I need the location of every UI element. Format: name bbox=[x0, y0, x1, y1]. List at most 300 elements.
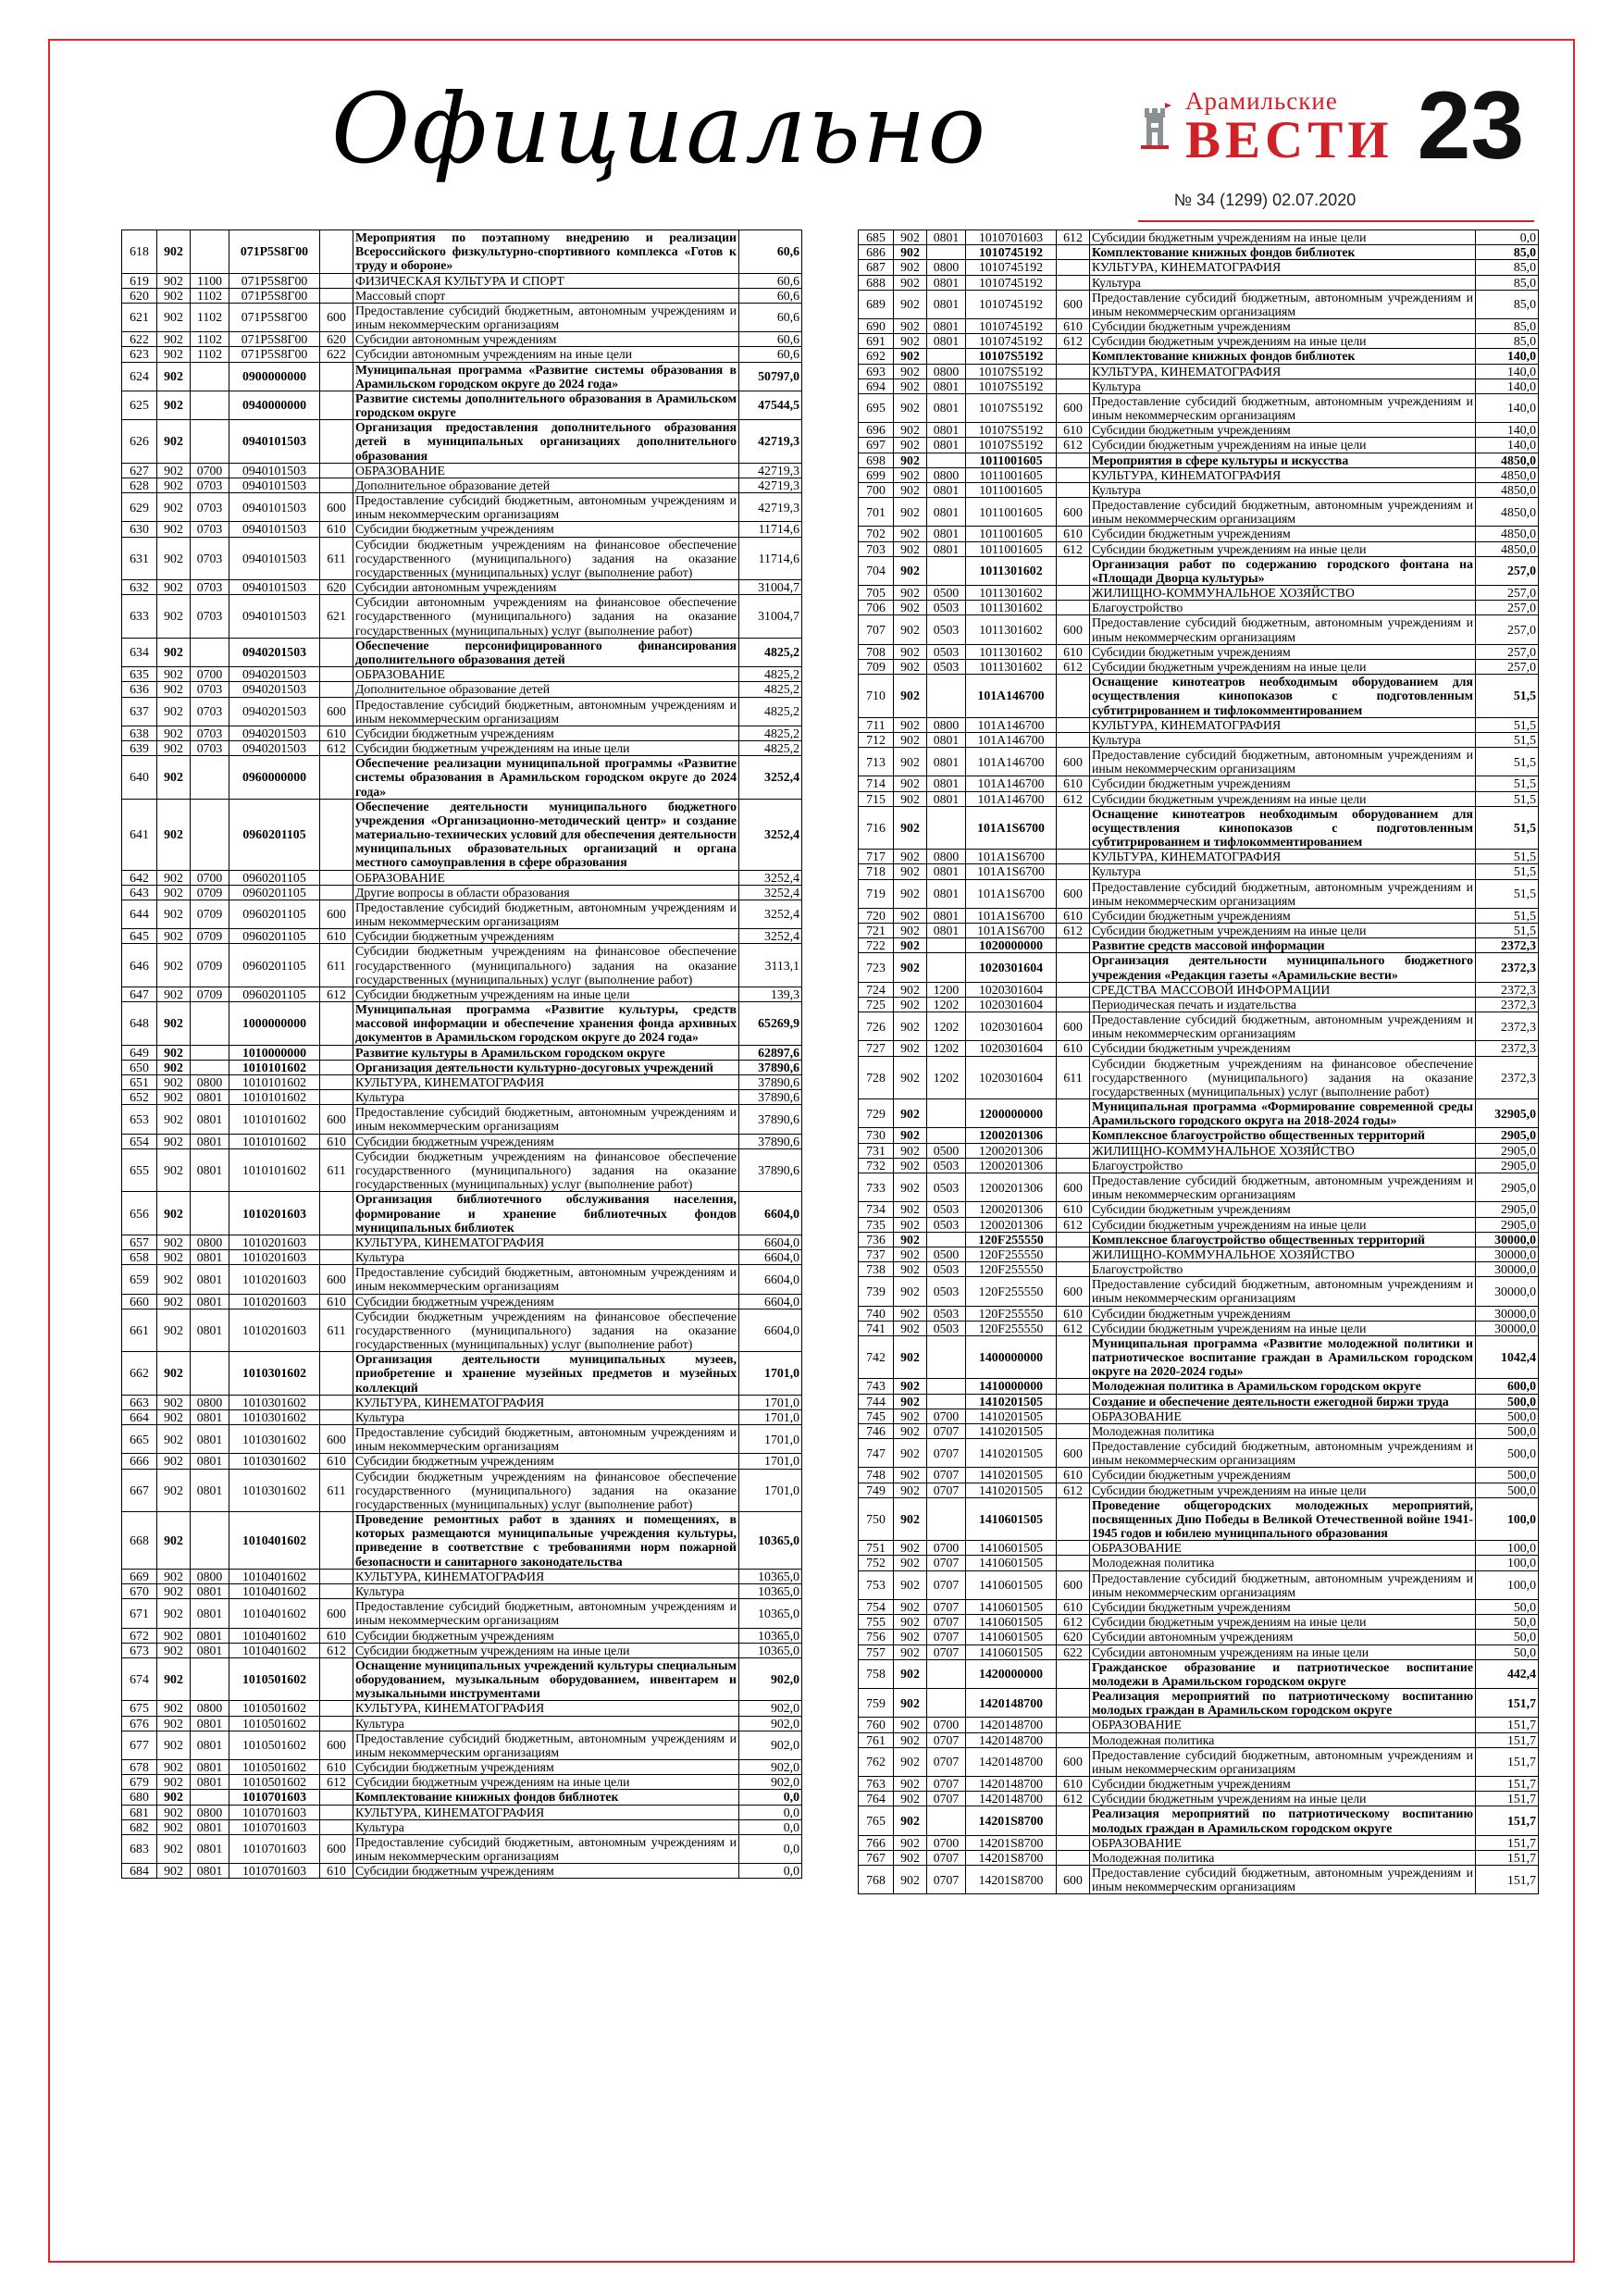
cell-num: 657 bbox=[122, 1235, 157, 1249]
cell-sect: 1202 bbox=[927, 1012, 966, 1041]
cell-target: 101А146700 bbox=[966, 732, 1057, 747]
cell-num: 659 bbox=[122, 1265, 157, 1294]
cell-target: 0940101503 bbox=[229, 595, 320, 639]
cell-etype: 610 bbox=[1057, 1777, 1090, 1792]
cell-name: Гражданское образование и патриотическое воспитание молодежи в Арамильском городском округе bbox=[1090, 1659, 1476, 1688]
cell-grbs: 902 bbox=[157, 1716, 191, 1731]
table-row bbox=[859, 290, 1539, 318]
cell-etype: 600 bbox=[1057, 1570, 1090, 1599]
cell-sum: 257,0 bbox=[1476, 601, 1539, 615]
cell-name: Периодическая печать и издательства bbox=[1090, 997, 1476, 1011]
cell-grbs: 902 bbox=[894, 319, 927, 334]
cell-target: 1200201306 bbox=[966, 1202, 1057, 1217]
cell-etype: 600 bbox=[320, 493, 353, 522]
cell-num: 736 bbox=[859, 1232, 894, 1247]
cell-sect bbox=[927, 953, 966, 982]
table-row bbox=[859, 1689, 1539, 1718]
cell-sum: 500,0 bbox=[1476, 1468, 1539, 1483]
cell-sect: 1200 bbox=[927, 982, 966, 997]
cell-target: 10107S5192 bbox=[966, 423, 1057, 438]
cell-sum: 3252,4 bbox=[739, 799, 802, 870]
cell-grbs: 902 bbox=[894, 791, 927, 806]
cell-sect: 0707 bbox=[927, 1866, 966, 1894]
cell-grbs: 902 bbox=[894, 1335, 927, 1379]
cell-sect: 0801 bbox=[927, 319, 966, 334]
cell-name: Культура bbox=[353, 1250, 739, 1265]
cell-num: 688 bbox=[859, 275, 894, 290]
cell-etype: 610 bbox=[320, 726, 353, 740]
cell-sum: 51,5 bbox=[1476, 732, 1539, 747]
cell-grbs: 902 bbox=[894, 1659, 927, 1688]
table-row bbox=[122, 1775, 802, 1790]
cell-name: Предоставление субсидий бюджетным, автономным учреждениям и иным некоммерческим организациям bbox=[353, 1425, 739, 1454]
cell-name: Комплектование книжных фондов библиотек bbox=[1090, 245, 1476, 260]
cell-name: Субсидии бюджетным учреждениям bbox=[353, 1294, 739, 1309]
cell-target: 1410601505 bbox=[966, 1615, 1057, 1630]
cell-name: Молодежная политика bbox=[1090, 1556, 1476, 1570]
cell-etype bbox=[1057, 1718, 1090, 1732]
cell-target: 1410601505 bbox=[966, 1599, 1057, 1614]
cell-name: Культура bbox=[353, 1090, 739, 1105]
cell-target: 1020301604 bbox=[966, 1012, 1057, 1041]
cell-grbs: 902 bbox=[894, 290, 927, 318]
cell-name: Субсидии бюджетным учреждениям bbox=[1090, 908, 1476, 923]
cell-grbs: 902 bbox=[157, 1834, 191, 1863]
cell-sect: 0700 bbox=[927, 1718, 966, 1732]
cell-sect: 0703 bbox=[191, 682, 229, 697]
cell-etype bbox=[320, 1512, 353, 1570]
cell-target: 1410601505 bbox=[966, 1541, 1057, 1556]
table-row bbox=[122, 1074, 802, 1089]
table-row bbox=[859, 364, 1539, 379]
cell-target: 071Р5S8Г00 bbox=[229, 332, 320, 347]
table-row bbox=[859, 1394, 1539, 1409]
cell-sum: 50,0 bbox=[1476, 1644, 1539, 1659]
cell-sect: 0801 bbox=[191, 1716, 229, 1731]
cell-name: Организация предоставления дополнительного образования детей в муниципальных организациях дополнительного образования bbox=[353, 420, 739, 464]
cell-grbs: 902 bbox=[894, 467, 927, 482]
cell-target: 1010745192 bbox=[966, 275, 1057, 290]
cell-grbs: 902 bbox=[894, 748, 927, 776]
cell-sum: 500,0 bbox=[1476, 1423, 1539, 1438]
cell-target: 120F255550 bbox=[966, 1321, 1057, 1335]
cell-target: 0940201503 bbox=[229, 638, 320, 666]
cell-num: 719 bbox=[859, 879, 894, 908]
cell-grbs: 902 bbox=[894, 732, 927, 747]
cell-grbs: 902 bbox=[894, 1439, 927, 1468]
cell-sum: 151,7 bbox=[1476, 1732, 1539, 1747]
cell-sect: 0801 bbox=[191, 1265, 229, 1294]
cell-target: 1011001605 bbox=[966, 541, 1057, 556]
cell-num: 734 bbox=[859, 1202, 894, 1217]
cell-num: 627 bbox=[122, 463, 157, 478]
cell-etype: 610 bbox=[1057, 527, 1090, 541]
cell-grbs: 902 bbox=[157, 900, 191, 928]
cell-sect bbox=[927, 675, 966, 718]
cell-etype: 612 bbox=[1057, 1217, 1090, 1232]
cell-target: 1011301602 bbox=[966, 556, 1057, 585]
table-row bbox=[859, 1306, 1539, 1321]
table-row bbox=[859, 908, 1539, 923]
cell-grbs: 902 bbox=[894, 1143, 927, 1158]
cell-grbs: 902 bbox=[894, 997, 927, 1011]
cell-grbs: 902 bbox=[157, 1731, 191, 1759]
cell-grbs: 902 bbox=[894, 1850, 927, 1865]
cell-etype: 612 bbox=[1057, 791, 1090, 806]
cell-grbs: 902 bbox=[894, 393, 927, 422]
cell-name: Культура bbox=[1090, 275, 1476, 290]
cell-etype bbox=[1057, 1335, 1090, 1379]
cell-name: Предоставление субсидий бюджетным, автономным учреждениям и иным некоммерческим организациям bbox=[1090, 498, 1476, 527]
cell-target: 1010101602 bbox=[229, 1148, 320, 1192]
cell-grbs: 902 bbox=[157, 929, 191, 944]
cell-target: 1010701603 bbox=[229, 1819, 320, 1834]
cell-grbs: 902 bbox=[894, 1379, 927, 1394]
cell-sum: 85,0 bbox=[1476, 334, 1539, 349]
cell-grbs: 902 bbox=[157, 1805, 191, 1819]
table-row bbox=[122, 463, 802, 478]
cell-sum: 0,0 bbox=[739, 1864, 802, 1879]
cell-etype bbox=[320, 870, 353, 885]
cell-name: Культура bbox=[353, 1819, 739, 1834]
cell-sum: 60,6 bbox=[739, 347, 802, 362]
cell-etype: 620 bbox=[320, 332, 353, 347]
cell-etype: 610 bbox=[1057, 1599, 1090, 1614]
cell-etype: 600 bbox=[1057, 1012, 1090, 1041]
cell-etype: 612 bbox=[1057, 541, 1090, 556]
cell-sum: 62897,6 bbox=[739, 1045, 802, 1060]
cell-sect bbox=[927, 1659, 966, 1688]
cell-target: 1011001605 bbox=[966, 527, 1057, 541]
cell-sum: 100,0 bbox=[1476, 1556, 1539, 1570]
cell-etype bbox=[1057, 1379, 1090, 1394]
cell-sum: 85,0 bbox=[1476, 290, 1539, 318]
cell-sect bbox=[191, 1002, 229, 1046]
cell-sum: 902,0 bbox=[739, 1760, 802, 1775]
cell-sum: 37890,6 bbox=[739, 1148, 802, 1192]
cell-sect: 0801 bbox=[191, 1250, 229, 1265]
table-row bbox=[122, 522, 802, 537]
cell-etype: 600 bbox=[320, 900, 353, 928]
cell-name: Организация деятельности культурно-досуговых учреждений bbox=[353, 1060, 739, 1074]
cell-grbs: 902 bbox=[157, 1294, 191, 1309]
cell-target: 1020301604 bbox=[966, 1056, 1057, 1099]
cell-num: 687 bbox=[859, 260, 894, 275]
cell-num: 686 bbox=[859, 245, 894, 260]
cell-etype: 612 bbox=[1057, 438, 1090, 453]
cell-target: 10107S5192 bbox=[966, 379, 1057, 393]
table-row bbox=[859, 379, 1539, 393]
cell-num: 733 bbox=[859, 1173, 894, 1202]
cell-num: 664 bbox=[122, 1409, 157, 1424]
cell-etype bbox=[320, 756, 353, 800]
cell-sum: 140,0 bbox=[1476, 349, 1539, 364]
table-row bbox=[122, 580, 802, 595]
cell-num: 635 bbox=[122, 667, 157, 682]
cell-sum: 51,5 bbox=[1476, 675, 1539, 718]
table-row bbox=[122, 1192, 802, 1235]
table-row bbox=[122, 1834, 802, 1863]
cell-sum: 1701,0 bbox=[739, 1395, 802, 1409]
cell-name: Молодежная политика в Арамильском городском округе bbox=[1090, 1379, 1476, 1394]
cell-etype: 612 bbox=[1057, 334, 1090, 349]
cell-etype bbox=[320, 1805, 353, 1819]
cell-num: 629 bbox=[122, 493, 157, 522]
cell-target: 1420148700 bbox=[966, 1747, 1057, 1776]
cell-sect: 0801 bbox=[191, 1469, 229, 1512]
cell-sum: 140,0 bbox=[1476, 379, 1539, 393]
cell-grbs: 902 bbox=[894, 1806, 927, 1835]
cell-target: 1010401602 bbox=[229, 1599, 320, 1628]
cell-name: Мероприятия по поэтапному внедрению и реализации Всероссийского физкультурно-спортивного комплекса «Готов к труду и обороне» bbox=[353, 230, 739, 274]
cell-name: Проведение ремонтных работ в зданиях и помещениях, в которых размещаются муниципальные учреждения культуры, приведение в соответствие с требованиями норм пожарной безопасности и санитарного законодательства bbox=[353, 1512, 739, 1570]
cell-grbs: 902 bbox=[157, 420, 191, 464]
cell-target: 0940201503 bbox=[229, 697, 320, 726]
cell-sect: 0801 bbox=[191, 1148, 229, 1192]
cell-num: 634 bbox=[122, 638, 157, 666]
cell-sum: 2372,3 bbox=[1476, 997, 1539, 1011]
cell-name: Субсидии автономным учреждениям на иные цели bbox=[1090, 1644, 1476, 1659]
cell-etype bbox=[320, 1045, 353, 1060]
cell-num: 682 bbox=[122, 1819, 157, 1834]
table-row bbox=[859, 1599, 1539, 1614]
cell-name: Субсидии бюджетным учреждениям bbox=[1090, 776, 1476, 791]
cell-target: 1010701603 bbox=[966, 230, 1057, 245]
cell-target: 0940101503 bbox=[229, 420, 320, 464]
cell-grbs: 902 bbox=[894, 1232, 927, 1247]
cell-grbs: 902 bbox=[894, 1718, 927, 1732]
cell-etype bbox=[1057, 982, 1090, 997]
table-row bbox=[859, 1379, 1539, 1394]
cell-num: 633 bbox=[122, 595, 157, 639]
cell-target: 1410601505 bbox=[966, 1497, 1057, 1541]
cell-sum: 257,0 bbox=[1476, 586, 1539, 601]
cell-target: 0960201105 bbox=[229, 929, 320, 944]
cell-name: Предоставление субсидий бюджетным, автономным учреждениям и иным некоммерческим организациям bbox=[353, 1599, 739, 1628]
cell-target: 1410601505 bbox=[966, 1570, 1057, 1599]
cell-sect bbox=[191, 1657, 229, 1701]
cell-grbs: 902 bbox=[894, 1541, 927, 1556]
cell-sect: 0703 bbox=[191, 493, 229, 522]
cell-grbs: 902 bbox=[157, 1134, 191, 1148]
cell-name: Организация работ по содержанию городского фонтана на «Площади Дворца культуры» bbox=[1090, 556, 1476, 585]
cell-etype: 610 bbox=[1057, 908, 1090, 923]
cell-sect: 0703 bbox=[191, 478, 229, 492]
cell-target: 1410201505 bbox=[966, 1394, 1057, 1409]
cell-num: 661 bbox=[122, 1309, 157, 1352]
cell-num: 759 bbox=[859, 1689, 894, 1718]
cell-sum: 500,0 bbox=[1476, 1439, 1539, 1468]
cell-num: 630 bbox=[122, 522, 157, 537]
table-row bbox=[859, 1012, 1539, 1041]
cell-target: 1010701603 bbox=[229, 1790, 320, 1805]
cell-etype bbox=[1057, 850, 1090, 864]
cell-num: 637 bbox=[122, 697, 157, 726]
cell-num: 662 bbox=[122, 1352, 157, 1396]
table-row bbox=[859, 453, 1539, 467]
cell-target: 1420148700 bbox=[966, 1792, 1057, 1806]
cell-etype: 600 bbox=[1057, 498, 1090, 527]
cell-grbs: 902 bbox=[157, 741, 191, 756]
cell-num: 685 bbox=[859, 230, 894, 245]
cell-sect: 0800 bbox=[927, 850, 966, 864]
cell-sum: 151,7 bbox=[1476, 1747, 1539, 1776]
table-row bbox=[122, 1134, 802, 1148]
cell-etype: 610 bbox=[1057, 1041, 1090, 1056]
cell-sect bbox=[191, 1512, 229, 1570]
cell-name: Комплексное благоустройство общественных территорий bbox=[1090, 1232, 1476, 1247]
cell-sum: 151,7 bbox=[1476, 1835, 1539, 1850]
cell-etype: 610 bbox=[1057, 644, 1090, 659]
cell-target: 0940101503 bbox=[229, 580, 320, 595]
cell-etype bbox=[320, 1701, 353, 1716]
cell-etype: 610 bbox=[1057, 1202, 1090, 1217]
cell-name: Субсидии бюджетным учреждениям bbox=[353, 1760, 739, 1775]
cell-target: 1010501602 bbox=[229, 1657, 320, 1701]
cell-grbs: 902 bbox=[157, 1512, 191, 1570]
cell-name: КУЛЬТУРА, КИНЕМАТОГРАФИЯ bbox=[353, 1235, 739, 1249]
cell-num: 717 bbox=[859, 850, 894, 864]
cell-name: Субсидии бюджетным учреждениям bbox=[1090, 1599, 1476, 1614]
cell-num: 658 bbox=[122, 1250, 157, 1265]
cell-sum: 37890,6 bbox=[739, 1134, 802, 1148]
cell-target: 1010401602 bbox=[229, 1583, 320, 1598]
table-row bbox=[859, 1041, 1539, 1056]
budget-table bbox=[121, 230, 1539, 1894]
cell-sect: 0709 bbox=[191, 900, 229, 928]
table-row bbox=[859, 1732, 1539, 1747]
cell-etype: 610 bbox=[320, 1134, 353, 1148]
cell-sect: 0707 bbox=[927, 1599, 966, 1614]
cell-etype bbox=[320, 288, 353, 303]
cell-sect: 0700 bbox=[191, 667, 229, 682]
cell-sum: 60,6 bbox=[739, 230, 802, 274]
cell-target: 0960201105 bbox=[229, 799, 320, 870]
cell-grbs: 902 bbox=[894, 1866, 927, 1894]
cell-num: 706 bbox=[859, 601, 894, 615]
cell-sum: 1701,0 bbox=[739, 1352, 802, 1396]
cell-num: 677 bbox=[122, 1731, 157, 1759]
cell-sum: 42719,3 bbox=[739, 478, 802, 492]
table-row bbox=[859, 1277, 1539, 1306]
cell-grbs: 902 bbox=[894, 1497, 927, 1541]
cell-etype bbox=[1057, 806, 1090, 850]
cell-sum: 31004,7 bbox=[739, 595, 802, 639]
cell-etype: 612 bbox=[1057, 1615, 1090, 1630]
table-row bbox=[859, 615, 1539, 644]
cell-etype: 600 bbox=[320, 1425, 353, 1454]
cell-etype: 610 bbox=[1057, 1468, 1090, 1483]
cell-grbs: 902 bbox=[894, 556, 927, 585]
cell-etype bbox=[1057, 482, 1090, 497]
cell-etype bbox=[1057, 732, 1090, 747]
cell-num: 739 bbox=[859, 1277, 894, 1306]
cell-num: 710 bbox=[859, 675, 894, 718]
cell-num: 648 bbox=[122, 1002, 157, 1046]
table-row bbox=[859, 1262, 1539, 1277]
cell-target: 1010401602 bbox=[229, 1569, 320, 1583]
cell-sect bbox=[191, 1352, 229, 1396]
cell-sum: 4850,0 bbox=[1476, 482, 1539, 497]
cell-sum: 140,0 bbox=[1476, 423, 1539, 438]
cell-name: КУЛЬТУРА, КИНЕМАТОГРАФИЯ bbox=[353, 1569, 739, 1583]
cell-sum: 2905,0 bbox=[1476, 1158, 1539, 1173]
cell-etype bbox=[320, 463, 353, 478]
cell-num: 618 bbox=[122, 230, 157, 274]
cell-target: 120F255550 bbox=[966, 1277, 1057, 1306]
cell-num: 709 bbox=[859, 659, 894, 674]
table-row bbox=[859, 1128, 1539, 1143]
cell-grbs: 902 bbox=[157, 1819, 191, 1834]
cell-name: Обеспечение реализации муниципальной программы «Развитие системы образования в Арамильском городском округе до 2024 года» bbox=[353, 756, 739, 800]
cell-grbs: 902 bbox=[894, 1423, 927, 1438]
cell-name: Предоставление субсидий бюджетным, автономным учреждениям и иным некоммерческим организациям bbox=[353, 1834, 739, 1863]
cell-sum: 139,3 bbox=[739, 987, 802, 1001]
cell-name: Субсидии бюджетным учреждениям на финансовое обеспечение государственного (муниципального) задания на оказание государственных (муниципальных) услуг (выполнение работ) bbox=[353, 1148, 739, 1192]
cell-target: 1410201505 bbox=[966, 1468, 1057, 1483]
table-row bbox=[122, 1864, 802, 1879]
cell-num: 692 bbox=[859, 349, 894, 364]
cell-target: 1010101602 bbox=[229, 1105, 320, 1134]
cell-sect: 0801 bbox=[191, 1819, 229, 1834]
cell-sum: 902,0 bbox=[739, 1716, 802, 1731]
cell-etype bbox=[1057, 379, 1090, 393]
cell-etype: 622 bbox=[320, 347, 353, 362]
cell-etype bbox=[1057, 1158, 1090, 1173]
table-row bbox=[859, 1556, 1539, 1570]
cell-grbs: 902 bbox=[157, 230, 191, 274]
cell-grbs: 902 bbox=[894, 1099, 927, 1128]
cell-target: 1010000000 bbox=[229, 1045, 320, 1060]
cell-sum: 47544,5 bbox=[739, 391, 802, 419]
cell-etype: 610 bbox=[320, 522, 353, 537]
cell-num: 651 bbox=[122, 1074, 157, 1089]
cell-etype bbox=[1057, 1835, 1090, 1850]
cell-grbs: 902 bbox=[894, 1483, 927, 1497]
table-row bbox=[122, 273, 802, 288]
table-row bbox=[859, 938, 1539, 953]
cell-sect bbox=[927, 1232, 966, 1247]
cell-name: Молодежная политика bbox=[1090, 1850, 1476, 1865]
cell-sum: 10365,0 bbox=[739, 1628, 802, 1643]
cell-sum: 51,5 bbox=[1476, 776, 1539, 791]
cell-target: 1020301604 bbox=[966, 953, 1057, 982]
table-row bbox=[122, 230, 802, 274]
cell-grbs: 902 bbox=[157, 987, 191, 1001]
cell-num: 745 bbox=[859, 1409, 894, 1423]
cell-sect bbox=[927, 806, 966, 850]
cell-sum: 2905,0 bbox=[1476, 1128, 1539, 1143]
cell-sect: 0801 bbox=[927, 230, 966, 245]
cell-sect: 0800 bbox=[927, 260, 966, 275]
cell-sum: 151,7 bbox=[1476, 1806, 1539, 1835]
cell-sum: 60,6 bbox=[739, 332, 802, 347]
cell-sect: 0801 bbox=[927, 423, 966, 438]
cell-name: СРЕДСТВА МАССОВОЙ ИНФОРМАЦИИ bbox=[1090, 982, 1476, 997]
cell-num: 703 bbox=[859, 541, 894, 556]
cell-name: Субсидии бюджетным учреждениям на иные цели bbox=[1090, 791, 1476, 806]
cell-grbs: 902 bbox=[157, 288, 191, 303]
cell-name: Субсидии бюджетным учреждениям bbox=[1090, 423, 1476, 438]
cell-num: 723 bbox=[859, 953, 894, 982]
cell-name: Субсидии бюджетным учреждениям bbox=[1090, 1202, 1476, 1217]
cell-num: 749 bbox=[859, 1483, 894, 1497]
cell-sect: 0801 bbox=[927, 498, 966, 527]
cell-grbs: 902 bbox=[894, 1012, 927, 1041]
cell-num: 707 bbox=[859, 615, 894, 644]
cell-num: 764 bbox=[859, 1792, 894, 1806]
cell-grbs: 902 bbox=[157, 1790, 191, 1805]
